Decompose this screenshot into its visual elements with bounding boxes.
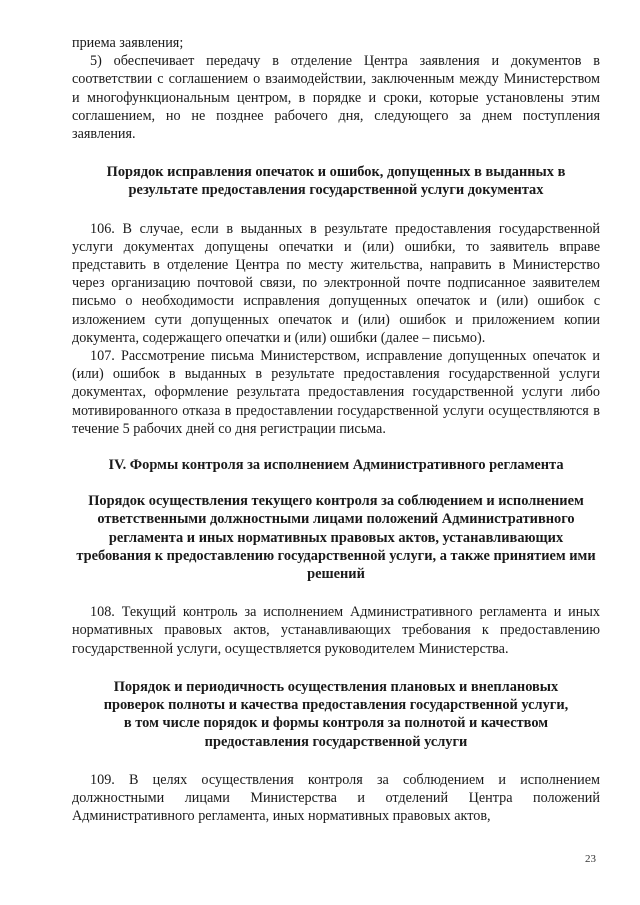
heading-current-control: Порядок осуществления текущего контроля за соблюдением и исполнением ответственными должностными лицами положений Административного регламента и иных нормативных правовых актов, устанавливающих требования к предоставлению государственной услуги, а также принятием ими решений xyxy=(76,493,596,583)
paragraph-107: 107. Рассмотрение письма Министерством, исправление допущенных опечаток и (или) ошибок в выданных в результате предоставления государственной услуги документах, оформление результата предоставления государственной услуги либо мотивированного отказа в предоставлении государственной услуги осуществляются в течение 5 рабочих дней со дня регистрации письма. xyxy=(72,348,600,437)
heading-corrections: Порядок исправления опечаток и ошибок, допущенных в выданных в результате предоставления государственной услуги документах xyxy=(106,164,566,199)
page-number: 23 xyxy=(585,853,596,865)
paragraph-109: 109. В целях осуществления контроля за соблюдением и исполнением должностными лицами Министерства и отделений Центра положений Административного регламента, иных нормативных правовых актов, xyxy=(72,771,600,825)
paragraph-5: 5) обеспечивает передачу в отделение Центра заявления и документов в соответствии с соглашением о взаимодействии, заключенным между Министерством и многофункциональным центром, в порядке и сроки, которые установлены этим соглашением, но не позднее рабочего дня, следующего за днем поступления заявления. xyxy=(72,53,600,143)
document-page xyxy=(72,34,600,825)
continuation-line: приема заявления; xyxy=(72,35,184,51)
heading-inspections: Порядок и периодичность осуществления плановых и внеплановых проверок полноты и качества предоставления государственной услуги, в том числе порядок и формы контроля за полнотой и качеством предоставления государственной услуги xyxy=(103,678,569,750)
paragraph-106: 106. В случае, если в выданных в результате предоставления государственной услуги документах допущены опечатки и (или) ошибки, то заявитель вправе представить в отделение Центра по месту жительства, направить в Министерство через организацию почтовой связи, по электронной почте подписанное заявителем письмо о необходимости исправления допущенных опечаток и (или) ошибок с изложением сути допущенных опечаток и (или) ошибок и приложением копии документа, содержащего опечатки и (или) ошибки (далее – письмо). xyxy=(72,220,600,346)
paragraph-108: 108. Текущий контроль за исполнением Административного регламента и иных нормативных правовых актов, устанавливающих требования к предоставлению государственной услуги, осуществляется руководителем Министерства. xyxy=(72,604,600,657)
section-iv-heading: IV. Формы контроля за исполнением Административного регламента xyxy=(108,457,564,474)
